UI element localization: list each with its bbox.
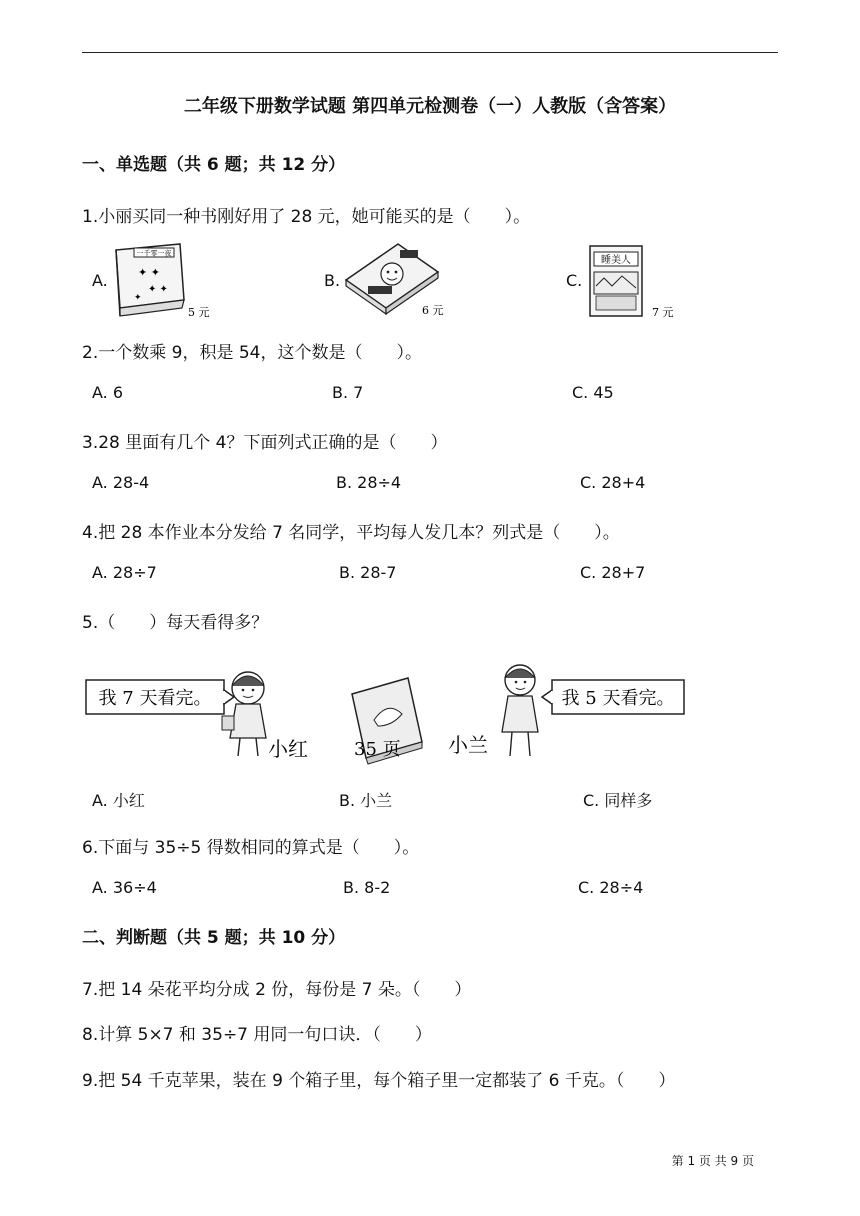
section-heading-true-false: 二、判断题（共 5 题；共 10 分） — [82, 928, 346, 948]
q1-book-c-title: 睡美人 — [601, 255, 631, 266]
q5-book-pages: 35 页 — [354, 739, 401, 760]
q6-option-c[interactable]: C. 28÷4 — [578, 878, 644, 897]
question-5: 5.（ ）每天看得多？ — [82, 613, 269, 633]
section-heading-single-choice: 一、单选题（共 6 题；共 12 分） — [82, 155, 346, 175]
q2-option-b[interactable]: B. 7 — [332, 383, 364, 402]
girl-xiaohong-figure — [222, 672, 266, 756]
q5-option-b[interactable]: B. 小兰 — [339, 791, 393, 810]
q2-option-a[interactable]: A. 6 — [92, 383, 124, 402]
q6-option-b[interactable]: B. 8-2 — [343, 878, 391, 897]
q1-book-c-image — [584, 242, 694, 320]
question-8: 8.计算 5×7 和 35÷7 用同一句口诀．（ ） — [82, 1025, 432, 1045]
question-4: 4.把 28 本作业本分发给 7 名同学，平均每人发几本？列式是（ ）。 — [82, 523, 620, 543]
q5-name-left: 小红 — [268, 737, 308, 761]
page-footer: 第 1 页 共 9 页 — [671, 1154, 754, 1168]
question-3: 3.28 里面有几个 4？下面列式正确的是（ ） — [82, 433, 448, 453]
q4-option-a[interactable]: A. 28÷7 — [92, 563, 157, 582]
question-1: 1.小丽买同一种书刚好用了 28 元，她可能买的是（ ）。 — [82, 207, 531, 227]
girl-xiaolan-figure — [502, 665, 538, 756]
header-rule — [82, 52, 778, 53]
q1-book-a-image — [108, 242, 218, 320]
q4-option-c[interactable]: C. 28+7 — [580, 563, 646, 582]
page-title: 二年级下册数学试题 第四单元检测卷（一）人教版（含答案） — [183, 96, 677, 117]
q1-option-a-label: A. — [92, 271, 108, 290]
q5-bubble-left: 我 7 天看完。 — [98, 688, 212, 709]
q5-bubble-right: 我 5 天看完。 — [561, 688, 675, 709]
q3-option-a[interactable]: A. 28-4 — [92, 473, 150, 492]
svg-text:✦ ✦: ✦ ✦ — [148, 284, 168, 295]
q2-option-c[interactable]: C. 45 — [572, 383, 614, 402]
q3-option-c[interactable]: C. 28+4 — [580, 473, 646, 492]
q1-book-a-title: 一千零一夜 — [136, 249, 172, 258]
q5-illustration — [82, 660, 692, 770]
q1-price-b: 6 元 — [422, 304, 444, 317]
question-2: 2.一个数乘 9，积是 54，这个数是（ ）。 — [82, 343, 422, 363]
q1-option-b-label: B. — [324, 271, 341, 290]
q6-option-a[interactable]: A. 36÷4 — [92, 878, 157, 897]
q1-price-c: 7 元 — [652, 306, 674, 319]
q3-option-b[interactable]: B. 28÷4 — [336, 473, 402, 492]
question-9: 9.把 54 千克苹果，装在 9 个箱子里，每个箱子里一定都装了 6 千克。（ ） — [82, 1071, 676, 1091]
q5-option-c[interactable]: C. 同样多 — [583, 791, 653, 810]
svg-text:✦ ✦: ✦ ✦ — [138, 266, 160, 279]
svg-text:✦: ✦ — [134, 293, 142, 303]
q1-option-c-label: C. — [566, 271, 583, 290]
q1-book-b-image — [342, 240, 462, 320]
question-7: 7.把 14 朵花平均分成 2 份，每份是 7 朵。（ ） — [82, 980, 472, 1000]
q4-option-b[interactable]: B. 28-7 — [339, 563, 397, 582]
q5-name-right: 小兰 — [448, 733, 488, 757]
q1-price-a: 5 元 — [188, 306, 210, 319]
question-6: 6.下面与 35÷5 得数相同的算式是（ ）。 — [82, 838, 420, 858]
q5-option-a[interactable]: A. 小红 — [92, 791, 145, 810]
